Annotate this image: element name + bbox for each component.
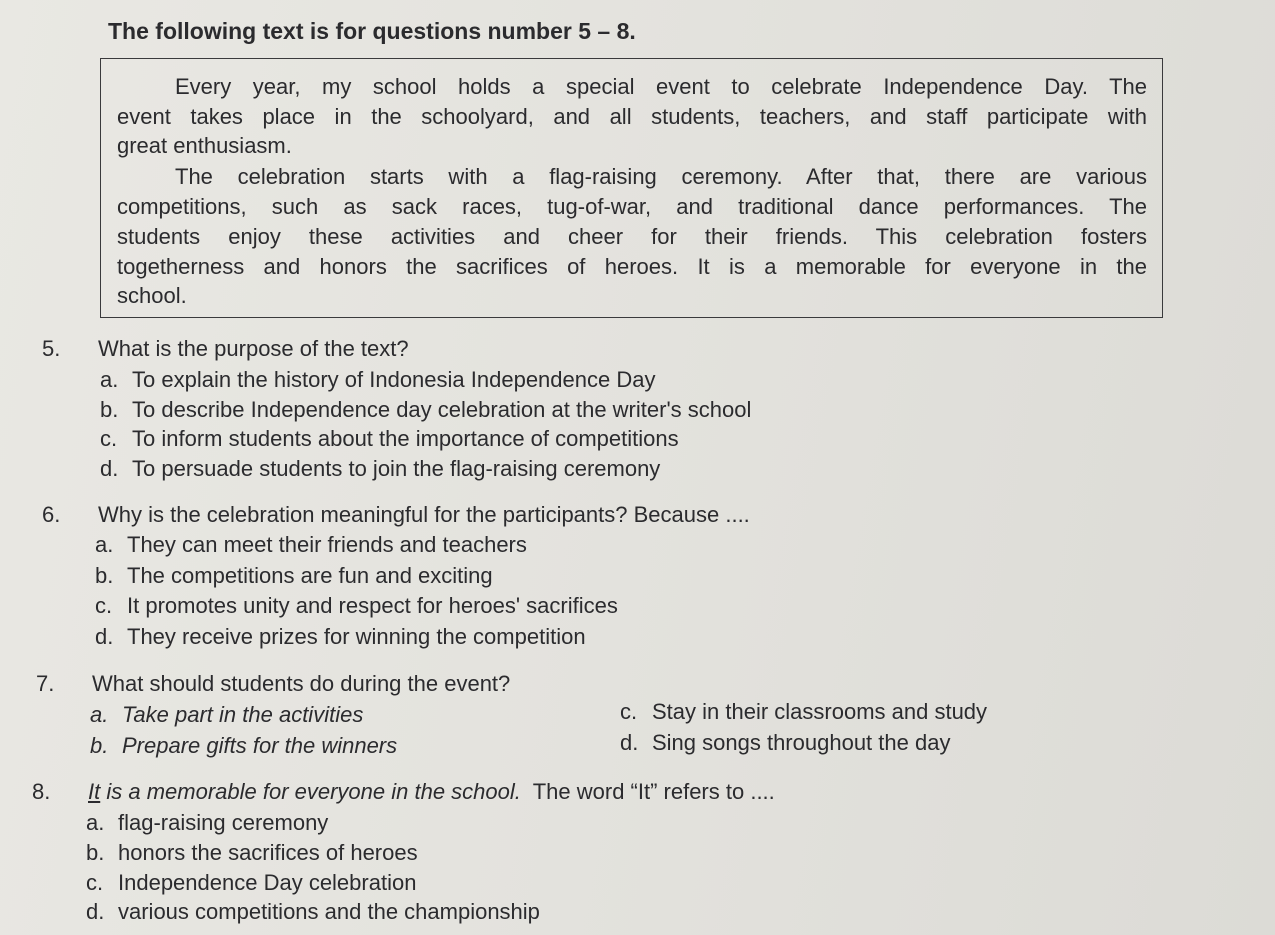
- option-6a[interactable]: [95, 531, 527, 559]
- question-number: 7.: [36, 671, 55, 696]
- question-quoted-sentence: is a memorable for everyone in the school.: [100, 779, 521, 804]
- option-7a[interactable]: [90, 701, 363, 729]
- option-text: To describe Independence day celebration at the writer's school: [132, 397, 752, 422]
- option-text: Sing songs throughout the day: [652, 730, 951, 755]
- option-7b[interactable]: [90, 732, 397, 760]
- question-5: [42, 335, 409, 363]
- option-7c[interactable]: [620, 698, 987, 726]
- passage-line: great enthusiasm.: [117, 133, 292, 158]
- passage-line: Every year, my school holds a special event to celebrate Independence Day. The: [175, 74, 1147, 99]
- option-8b[interactable]: [86, 839, 418, 867]
- question-text: The word “It” refers to ....: [520, 779, 775, 804]
- question-number: 6.: [42, 502, 61, 527]
- passage-line: togetherness and honors the sacrifices of heroes. It is a memorable for everyone in the: [117, 254, 1147, 279]
- option-5d[interactable]: [100, 455, 660, 483]
- option-text: flag-raising ceremony: [118, 810, 329, 835]
- option-letter: c.: [86, 870, 104, 895]
- option-text: To persuade students to join the flag-raising ceremony: [132, 456, 661, 481]
- option-letter: b.: [100, 397, 119, 422]
- option-text: honors the sacrifices of heroes: [118, 840, 418, 865]
- option-7d[interactable]: [620, 729, 950, 757]
- option-text: To inform students about the importance of competitions: [132, 426, 679, 451]
- option-letter: c.: [100, 426, 118, 451]
- option-letter: a.: [100, 367, 119, 392]
- option-letter: a.: [95, 532, 114, 557]
- option-text: The competitions are fun and exciting: [127, 563, 493, 588]
- option-5a[interactable]: [100, 366, 655, 394]
- option-text: They can meet their friends and teachers: [127, 532, 527, 557]
- option-8a[interactable]: [86, 809, 328, 837]
- question-7: [36, 670, 510, 698]
- option-8c[interactable]: [86, 869, 416, 897]
- question-underlined-word: It: [88, 779, 101, 804]
- option-letter: b.: [95, 563, 114, 588]
- option-letter: d.: [86, 899, 105, 924]
- option-letter: d.: [620, 730, 639, 755]
- question-8: [32, 778, 775, 806]
- option-text: Independence Day celebration: [118, 870, 417, 895]
- passage-line: students enjoy these activities and cheer for their friends. This celebration fosters: [117, 224, 1147, 249]
- option-6c[interactable]: [95, 592, 618, 620]
- passage-line: event takes place in the schoolyard, and all students, teachers, and staff participate with: [117, 104, 1147, 129]
- option-text: They receive prizes for winning the competition: [127, 624, 586, 649]
- option-text: Prepare gifts for the winners: [122, 733, 398, 758]
- option-letter: c.: [95, 593, 113, 618]
- option-text: Take part in the activities: [122, 702, 364, 727]
- option-letter: d.: [95, 624, 114, 649]
- option-text: To explain the history of Indonesia Independence Day: [132, 367, 656, 392]
- option-letter: d.: [100, 456, 119, 481]
- option-letter: b.: [86, 840, 105, 865]
- passage-line: The celebration starts with a flag-raising ceremony. After that, there are various: [175, 164, 1147, 189]
- option-6b[interactable]: [95, 562, 493, 590]
- question-text: What should students do during the event?: [92, 671, 511, 696]
- option-letter: b.: [90, 733, 109, 758]
- reading-passage-box: [100, 58, 1163, 318]
- passage-line: competitions, such as sack races, tug-of-war, and traditional dance performances. The: [117, 194, 1147, 219]
- option-5c[interactable]: [100, 425, 679, 453]
- question-text: What is the purpose of the text?: [98, 336, 409, 361]
- option-6d[interactable]: [95, 623, 586, 651]
- option-letter: c.: [620, 699, 638, 724]
- option-text: It promotes unity and respect for heroes' sacrifices: [127, 593, 618, 618]
- option-5b[interactable]: [100, 396, 751, 424]
- option-letter: a.: [86, 810, 105, 835]
- question-number: 5.: [42, 336, 61, 361]
- option-text: Stay in their classrooms and study: [652, 699, 988, 724]
- option-letter: a.: [90, 702, 109, 727]
- question-text: Why is the celebration meaningful for the participants? Because ....: [98, 502, 750, 527]
- passage-line: school.: [117, 283, 187, 308]
- question-number: 8.: [32, 779, 51, 804]
- question-6: [42, 501, 750, 529]
- intro-heading: The following text is for questions number 5 – 8.: [108, 18, 636, 44]
- option-8d[interactable]: [86, 898, 540, 926]
- option-text: various competitions and the championship: [118, 899, 540, 924]
